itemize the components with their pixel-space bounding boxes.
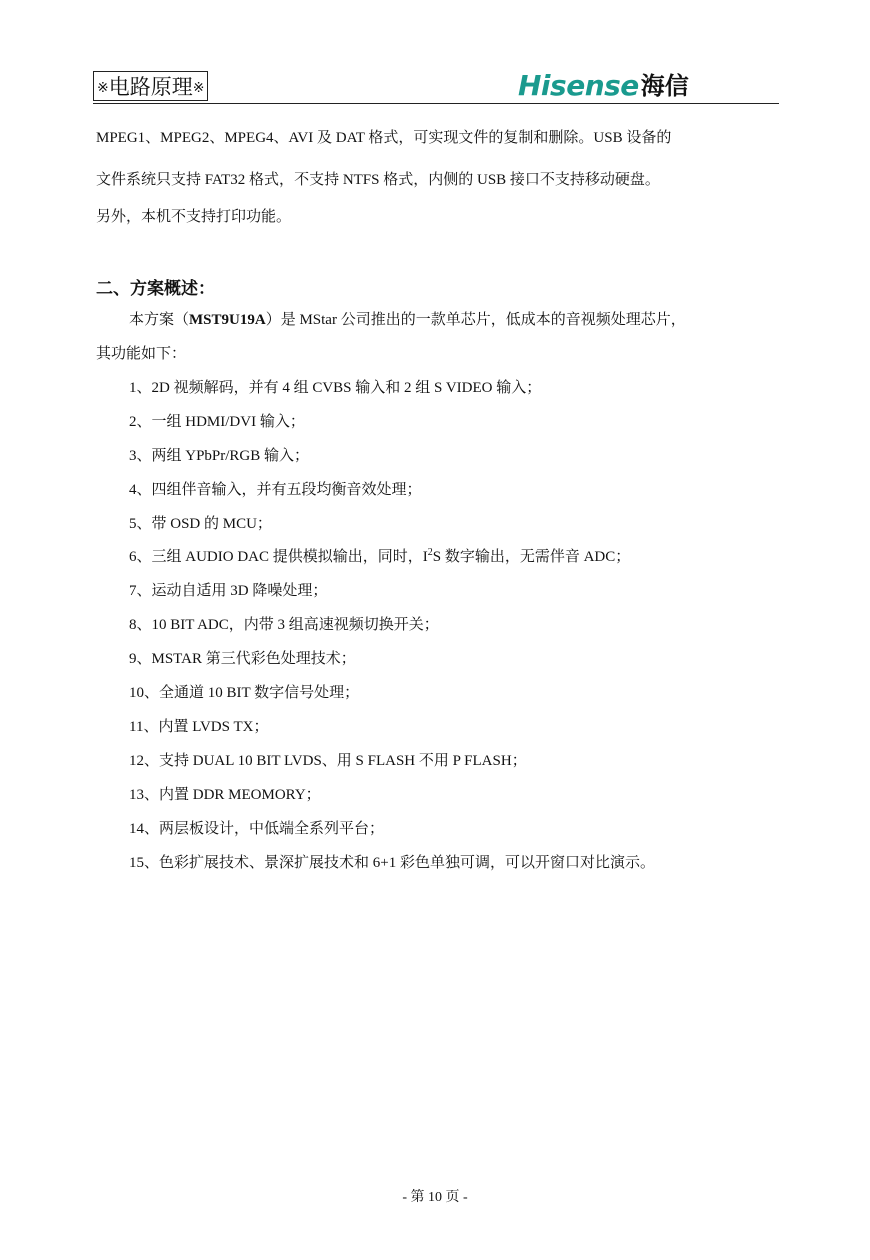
feature-item: 5、带 OSD 的 MCU； (129, 516, 272, 532)
feature-item: 9、MSTAR 第三代彩色处理技术； (129, 651, 356, 667)
header-title-box (93, 71, 208, 101)
intro-line-2: 文件系统只支持 FAT32 格式，不支持 NTFS 格式，内侧的 USB 接口不支持移动硬盘。 (96, 172, 660, 188)
header-title: 电路原理 (108, 75, 193, 99)
feature-6-tail: S 数字输出，无需伴音 ADC； (432, 549, 631, 565)
feature-item: 3、两组 YPbPr/RGB 输入； (129, 448, 310, 464)
feature-item: 14、两层板设计，中低端全系列平台； (129, 821, 385, 837)
reference-mark-right: ※ (192, 81, 205, 97)
desc-prefix: 本方案（ (129, 312, 190, 328)
section-heading: 二、方案概述： (96, 279, 215, 298)
section-description-line-2: 其功能如下： (96, 346, 187, 362)
feature-item: 10、全通道 10 BIT 数字信号处理； (129, 685, 360, 701)
feature-item: 15、色彩扩展技术、景深扩展技术和 6+1 彩色单独可调，可以开窗口对比演示。 (129, 855, 655, 871)
chip-model: MST9U19A (189, 312, 266, 328)
feature-6-text: 6、三组 AUDIO DAC 提供模拟输出，同时，I (129, 549, 428, 565)
feature-item: 13、内置 DDR MEOMORY； (129, 787, 321, 803)
section-description (129, 308, 686, 329)
feature-item: 1、2D 视频解码，并有 4 组 CVBS 输入和 2 组 S VIDEO 输入； (129, 380, 542, 396)
logo-text-cn: 海信 (640, 72, 689, 100)
logo-text-en: Hisense (518, 69, 639, 102)
feature-item: 2、一组 HDMI/DVI 输入； (129, 414, 305, 430)
feature-item: 11、内置 LVDS TX； (129, 719, 269, 735)
feature-item (129, 545, 630, 566)
reference-mark-left: ※ (97, 81, 109, 97)
feature-item: 8、10 BIT ADC，内带 3 组高速视频切换开关； (129, 617, 439, 633)
feature-item: 7、运动自适用 3D 降噪处理； (129, 583, 328, 599)
feature-item: 12、支持 DUAL 10 BIT LVDS、用 S FLASH 不用 P FLASH； (129, 753, 527, 769)
desc-suffix: ）是 MStar 公司推出的一款单芯片，低成本的音视频处理芯片， (265, 312, 686, 328)
feature-item: 4、四组伴音输入，并有五段均衡音效处理； (129, 482, 422, 498)
header-divider (93, 103, 779, 104)
intro-line-3: 另外，本机不支持打印功能。 (96, 209, 292, 225)
feature-6-superscript: 2 (427, 547, 433, 558)
page-number: - 第 10 页 - (402, 1190, 468, 1205)
hisense-logo (518, 70, 689, 102)
intro-line-1: MPEG1、MPEG2、MPEG4、AVI 及 DAT 格式，可实现文件的复制和删除。USB 设备的 (96, 130, 672, 146)
